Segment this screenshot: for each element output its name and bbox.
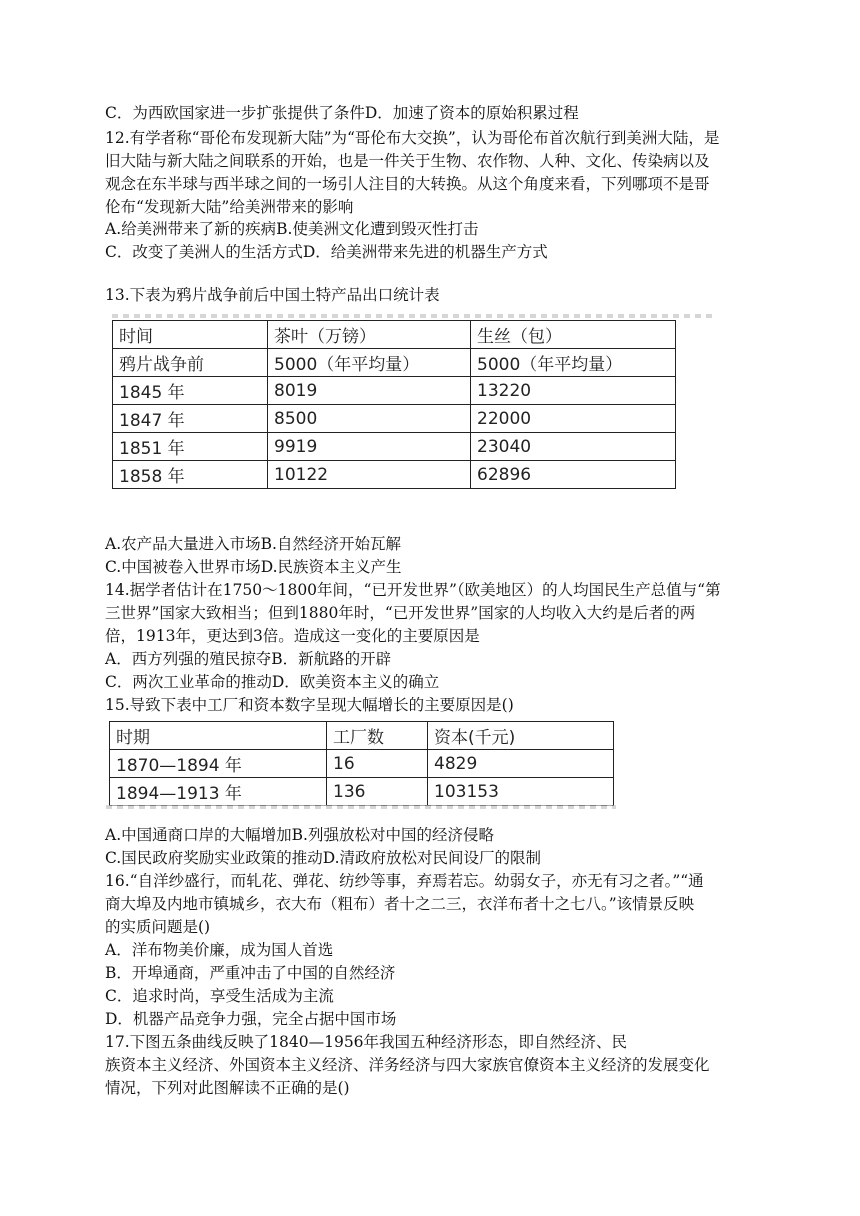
table-header-cell: 生丝（包） <box>471 321 676 349</box>
q13-option-ab: A.农产品大量进入市场B.自然经济开始瓦解 <box>105 535 401 553</box>
table-row <box>113 433 676 461</box>
table-row <box>113 349 676 377</box>
q14-option-ab: A．西方列强的殖民掠夺B．新航路的开辟 <box>105 650 392 668</box>
q15-option-ab: A.中国通商口岸的大幅增加B.列强放松对中国的经济侵略 <box>105 826 494 844</box>
table-header-row <box>113 321 676 349</box>
table-header-cell: 茶叶（万镑） <box>268 321 471 349</box>
q14-stem-line-2: 三世界”国家大致相当；但到1880年时，“已开发世界”国家的人均收入大约是后者的两 <box>105 604 696 622</box>
table-cell: 1858 年 <box>113 461 268 489</box>
table-cell: 5000（年平均量） <box>471 349 676 377</box>
table-cell: 1847 年 <box>113 405 268 433</box>
q15-option-cd: C.国民政府奖励实业政策的推动D.清政府放松对民间设厂的限制 <box>105 849 542 867</box>
table-cell: 13220 <box>471 377 676 405</box>
q14-stem-line-1: 14.据学者估计在1750～1800年间，“已开发世界”（欧美地区）的人均国民生产总值与“第 <box>105 581 721 599</box>
table-cell: 136 <box>327 778 428 806</box>
table-cell: 9919 <box>268 433 471 461</box>
q12-stem-line-1: 12.有学者称“哥伦布发现新大陆”为“哥伦布大交换”，认为哥伦布首次航行到美洲大陆，是 <box>105 129 720 147</box>
table-header-cell: 资本(千元) <box>428 722 614 750</box>
table-row <box>110 750 614 778</box>
q16-option-c: C．追求时尚，享受生活成为主流 <box>105 987 334 1005</box>
q17-stem-line-2: 族资本主义经济、外国资本主义经济、洋务经济与四大家族官僚资本主义经济的发展变化 <box>105 1056 710 1074</box>
table-cell: 5000（年平均量） <box>268 349 471 377</box>
table-cell: 16 <box>327 750 428 778</box>
table-cell: 22000 <box>471 405 676 433</box>
q16-option-d: D．机器产品竞争力强，完全占据中国市场 <box>105 1010 397 1028</box>
table-header-cell: 时间 <box>113 321 268 349</box>
q16-stem-line-2: 商大埠及内地市镇城乡，衣大布（粗布）者十之二三，衣洋布者十之七八。”该情景反映 <box>105 895 695 913</box>
q16-option-b: B．开埠通商，严重冲击了中国的自然经济 <box>105 964 396 982</box>
q13-option-cd: C.中国被卷入世界市场D.民族资本主义产生 <box>105 558 402 576</box>
table-row <box>113 377 676 405</box>
q12-stem-line-3: 观念在东半球与西半球之间的一场引人注目的大转换。从这个角度来看，下列哪项不是哥 <box>105 175 710 193</box>
table-cell: 1851 年 <box>113 433 268 461</box>
q12-option-cd: C．改变了美洲人的生活方式D．给美洲带来先进的机器生产方式 <box>105 243 548 261</box>
table-cell: 1870—1894 年 <box>110 750 327 778</box>
q14-option-cd: C．两次工业革命的推动D．欧美资本主义的确立 <box>105 673 440 691</box>
q12-option-ab: A.给美洲带来了新的疾病B.使美洲文化遭到毁灭性打击 <box>105 220 479 238</box>
q12-stem-line-2: 旧大陆与新大陆之间联系的开始，也是一件关于生物、农作物、人种、文化、传染病以及 <box>105 152 710 170</box>
q12-stem-line-4: 伦布“发现新大陆”给美洲带来的影响 <box>105 198 354 216</box>
tea-silk-export-table <box>112 320 676 489</box>
table-cell: 4829 <box>428 750 614 778</box>
table-cell: 10122 <box>268 461 471 489</box>
table-cell: 鸦片战争前 <box>113 349 268 377</box>
q14-stem-line-3: 倍，1913年，更达到3倍。造成这一变化的主要原因是 <box>105 627 480 645</box>
q16-option-a: A．洋布物美价廉，成为国人首选 <box>105 941 334 959</box>
table-header-row <box>110 722 614 750</box>
table-cell: 62896 <box>471 461 676 489</box>
scan-artifact <box>106 805 616 809</box>
table-cell: 1894—1913 年 <box>110 778 327 806</box>
table-row <box>113 461 676 489</box>
q16-stem-line-3: 的实质问题是() <box>105 918 211 936</box>
q13-stem: 13.下表为鸦片战争前后中国土特产品出口统计表 <box>105 286 440 304</box>
factory-capital-table <box>109 721 614 806</box>
table-cell: 8019 <box>268 377 471 405</box>
table-header-cell: 时期 <box>110 722 327 750</box>
table-cell: 23040 <box>471 433 676 461</box>
table-header-cell: 工厂数 <box>327 722 428 750</box>
q16-stem-line-1: 16.“自洋纱盛行，而轧花、弹花、纺纱等事，弃焉若忘。幼弱女子，亦无有习之者。”“通 <box>105 872 704 890</box>
table-cell: 8500 <box>268 405 471 433</box>
q17-stem-line-3: 情况，下列对此图解读不正确的是() <box>105 1079 350 1097</box>
table-cell: 1845 年 <box>113 377 268 405</box>
q17-stem-line-1: 17.下图五条曲线反映了1840—1956年我国五种经济形态，即自然经济、民 <box>105 1033 628 1051</box>
q11-option-cd: C．为西欧国家进一步扩张提供了条件D．加速了资本的原始积累过程 <box>105 104 579 122</box>
table-cell: 103153 <box>428 778 614 806</box>
q15-stem: 15.导致下表中工厂和资本数字呈现大幅增长的主要原因是() <box>105 696 514 714</box>
scan-artifact <box>112 314 712 318</box>
table-row <box>110 778 614 806</box>
table-row <box>113 405 676 433</box>
